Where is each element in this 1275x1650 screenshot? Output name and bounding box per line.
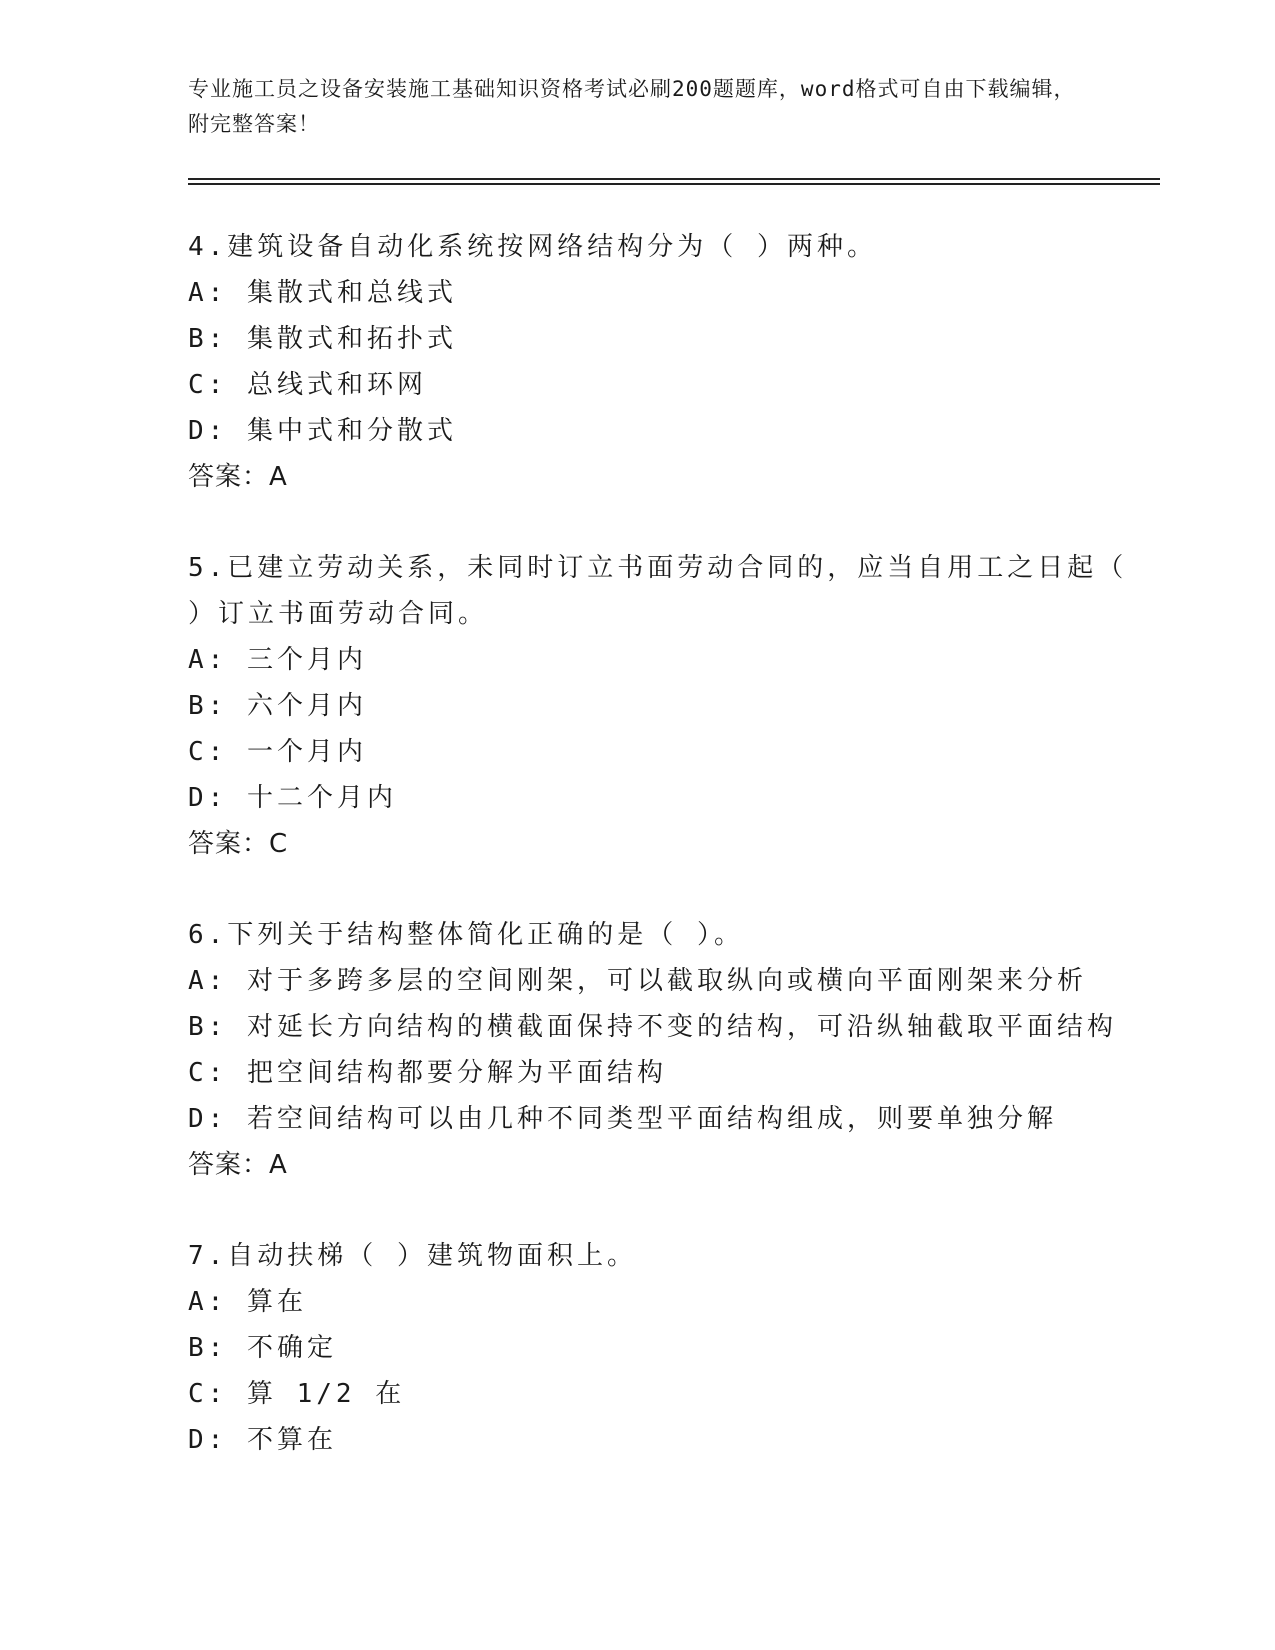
question-item — [188, 1233, 1148, 1463]
question-stem: 5.已建立劳动关系，未同时订立书面劳动合同的，应当自用工之日起（ ）订立书面劳动合同。 — [188, 553, 1128, 629]
option-b: B: 六个月内 — [188, 691, 367, 721]
question-stem: 7.自动扶梯（ ）建筑物面积上。 — [188, 1241, 637, 1271]
document-intro: 专业施工员之设备安装施工基础知识资格考试必刷200题题库，word格式可自由下载编辑，附完整答案！ — [188, 77, 1076, 136]
answer-key: 答案：A — [188, 462, 288, 492]
option-d: D: 十二个月内 — [188, 783, 397, 813]
question-item — [188, 912, 1148, 1188]
answer-key: 答案：C — [188, 829, 289, 859]
option-a: A: 集散式和总线式 — [188, 278, 457, 308]
option-a: A: 对于多跨多层的空间刚架，可以截取纵向或横向平面刚架来分析 — [188, 966, 1087, 996]
question-stem: 4.建筑设备自动化系统按网络结构分为（ ）两种。 — [188, 232, 877, 262]
question-stem: 6.下列关于结构整体简化正确的是（ ）。 — [188, 920, 744, 950]
option-c: C: 总线式和环网 — [188, 370, 427, 400]
header-divider-top — [188, 178, 1160, 180]
option-d: D: 若空间结构可以由几种不同类型平面结构组成，则要单独分解 — [188, 1104, 1057, 1134]
option-b: B: 集散式和拓扑式 — [188, 324, 457, 354]
question-item — [188, 224, 1148, 500]
option-c: C: 算 1/2 在 — [188, 1379, 406, 1409]
option-b: B: 不确定 — [188, 1333, 337, 1363]
option-d: D: 不算在 — [188, 1425, 337, 1455]
question-list — [188, 224, 1148, 1508]
option-b: B: 对延长方向结构的横截面保持不变的结构，可沿纵轴截取平面结构 — [188, 1012, 1117, 1042]
option-a: A: 算在 — [188, 1287, 307, 1317]
option-c: C: 一个月内 — [188, 737, 367, 767]
answer-key: 答案：A — [188, 1150, 288, 1180]
option-d: D: 集中式和分散式 — [188, 416, 457, 446]
header-divider-bottom — [188, 183, 1160, 185]
option-a: A: 三个月内 — [188, 645, 367, 675]
question-item — [188, 545, 1148, 867]
option-c: C: 把空间结构都要分解为平面结构 — [188, 1058, 667, 1088]
